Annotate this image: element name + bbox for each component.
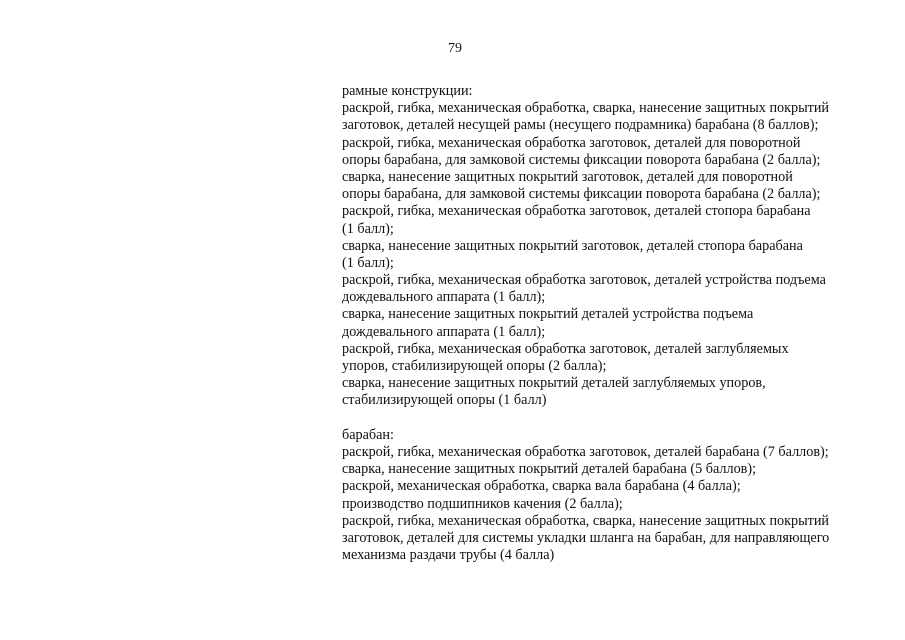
text-line: дождевального аппарата (1 балл); <box>342 289 546 306</box>
text-line: раскрой, гибка, механическая обработка, сварка, нанесение защитных покрытий <box>342 512 830 529</box>
text-line: сварка, нанесение защитных покрытий деталей барабана (5 баллов); <box>342 461 757 478</box>
section-frame-structures <box>342 83 882 410</box>
document-body <box>342 83 882 564</box>
text-line: опоры барабана, для замковой системы фиксации поворота барабана (2 балла); <box>342 151 821 168</box>
text-line: (1 балл); <box>342 254 394 271</box>
text-line: стабилизирующей опоры (1 балл) <box>342 392 547 409</box>
section-drum <box>342 427 882 565</box>
text-line: упоров, стабилизирующей опоры (2 балла); <box>342 358 607 374</box>
text-line: раскрой, гибка, механическая обработка заготовок, деталей стопора барабана <box>342 203 811 220</box>
text-line: раскрой, механическая обработка, сварка вала барабана (4 балла); <box>342 478 741 495</box>
section-heading: рамные конструкции: <box>342 83 473 99</box>
text-line: механизма раздачи трубы (4 балла) <box>342 547 555 564</box>
text-line: раскрой, гибка, механическая обработка заготовок, деталей барабана (7 баллов); <box>342 443 829 460</box>
text-line: раскрой, гибка, механическая обработка, сварка, нанесение защитных покрытий <box>342 100 830 117</box>
text-line: раскрой, гибка, механическая обработка заготовок, деталей для поворотной <box>342 134 801 151</box>
text-line: раскрой, гибка, механическая обработка заготовок, деталей устройства подъема <box>342 272 826 289</box>
section-heading: барабан: <box>342 426 394 443</box>
text-line: сварка, нанесение защитных покрытий заготовок, деталей стопора барабана <box>342 237 803 254</box>
text-line: опоры барабана, для замковой системы фиксации поворота барабана (2 балла); <box>342 186 821 203</box>
text-line: заготовок, деталей для системы укладки шланга на барабан, для направляющего <box>342 529 830 546</box>
text-line: дождевального аппарата (1 балл); <box>342 323 546 340</box>
text-line: заготовок, деталей несущей рамы (несущего подрамника) барабана (8 баллов); <box>342 117 819 134</box>
text-line: производство подшипников качения (2 балла); <box>342 495 623 512</box>
page-number: 79 <box>448 41 462 56</box>
text-line: (1 балл); <box>342 220 394 237</box>
text-line: сварка, нанесение защитных покрытий деталей устройства подъема <box>342 306 754 323</box>
text-line: сварка, нанесение защитных покрытий заготовок, деталей для поворотной <box>342 168 793 185</box>
text-line: сварка, нанесение защитных покрытий деталей заглубляемых упоров, <box>342 375 766 392</box>
text-line: раскрой, гибка, механическая обработка заготовок, деталей заглубляемых <box>342 340 789 357</box>
section-spacer <box>342 410 882 427</box>
